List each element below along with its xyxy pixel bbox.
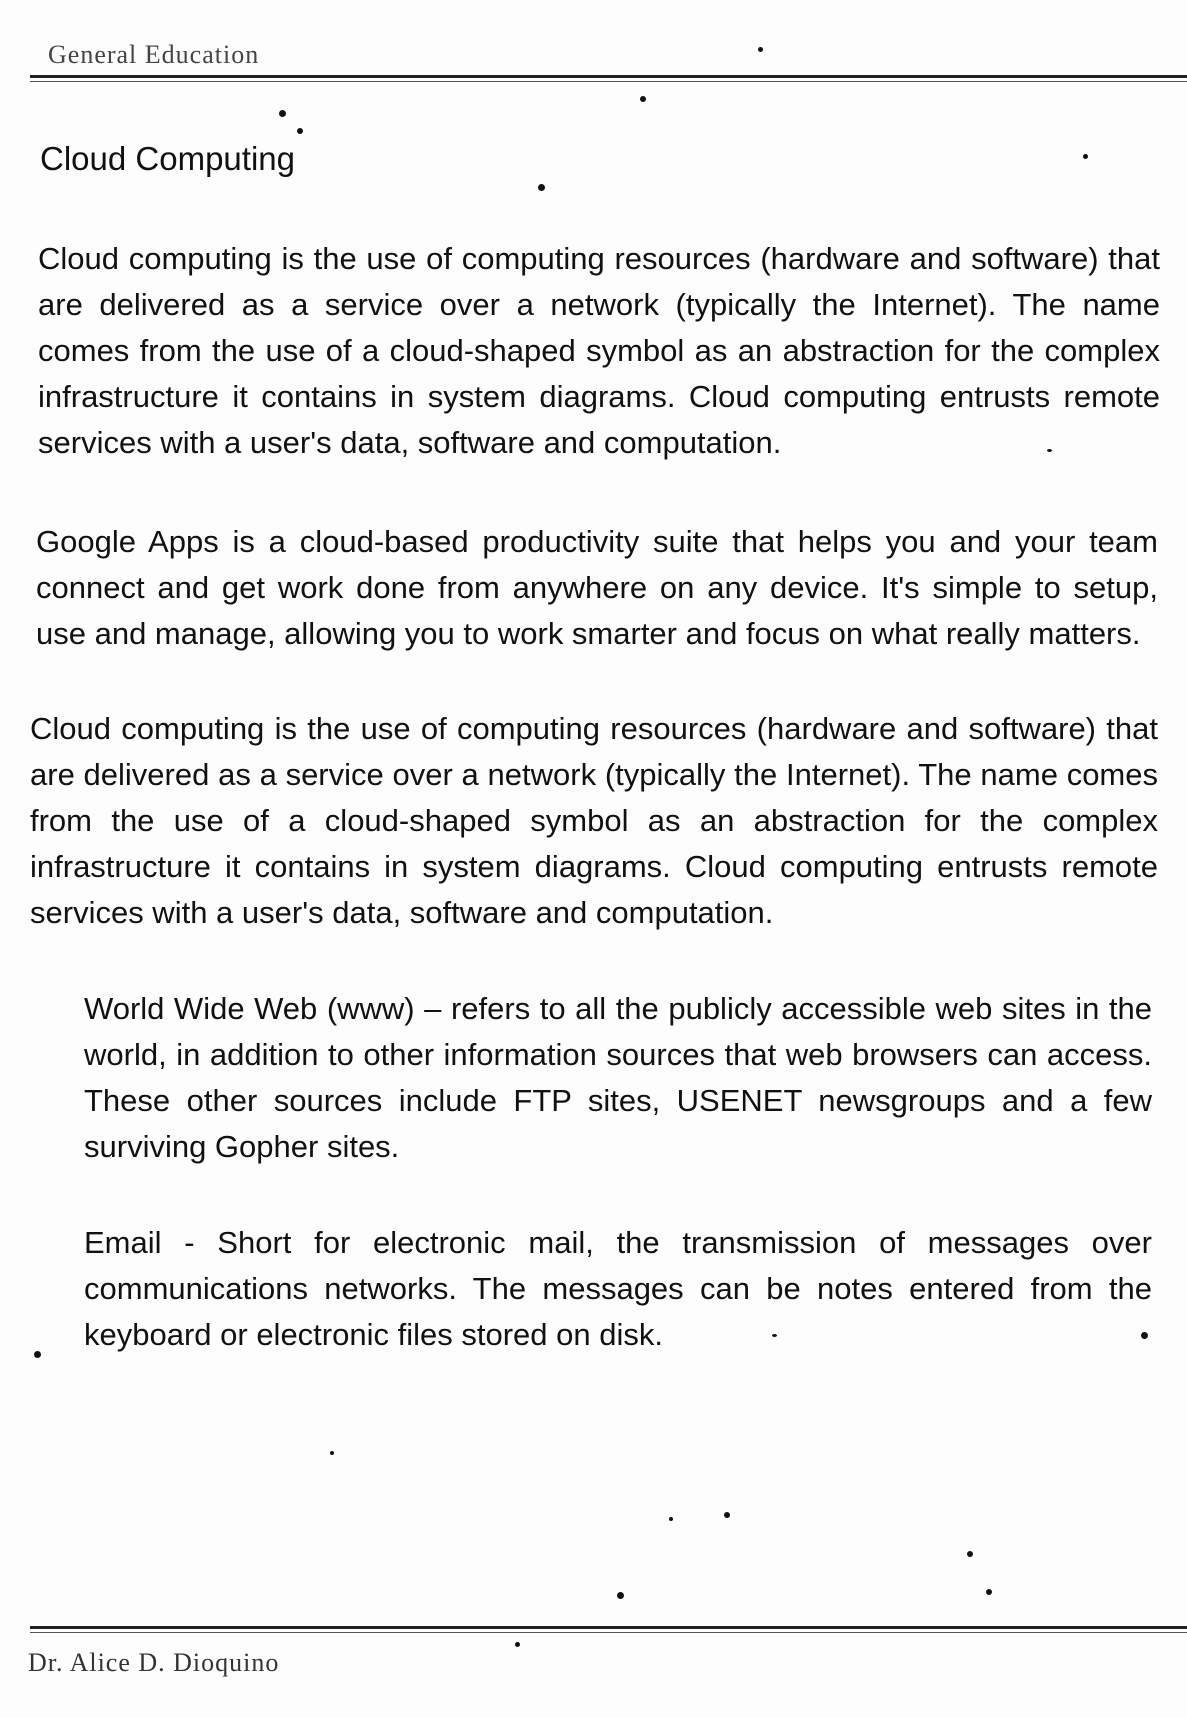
paragraph-google-apps: Google Apps is a cloud-based productivity suite that helps you and your team connect and get work done from anywhere on any device. It's simple to setup, use and manage, allowing you to work smarter and focus on what really matters. — [36, 524, 1158, 651]
footer-rule — [30, 1626, 1187, 1629]
scan-speck — [967, 1551, 973, 1557]
scan-speck — [669, 1517, 673, 1521]
scan-speck — [1047, 449, 1052, 452]
paragraph-world-wide-web: World Wide Web (www) – refers to all the publicly accessible web sites in the world, in addition to other information sources that web browsers can access. These other sources include FTP sites, USENET newsgroups and a few surviving Gopher sites. — [84, 991, 1152, 1164]
scan-speck — [538, 184, 545, 191]
scan-speck — [515, 1642, 520, 1647]
footer-rule-thin — [30, 1632, 1187, 1633]
page-title: Cloud Computing — [40, 140, 295, 177]
scan-speck — [758, 47, 763, 52]
scan-speck — [297, 128, 303, 134]
scan-speck — [34, 1351, 41, 1358]
header-course-name: General Education — [48, 40, 260, 69]
paragraph-cloud-computing-1: Cloud computing is the use of computing resources (hardware and software) that are delivered as a service over a network (typically the Internet). The name comes from the use of a cloud-shaped symbol as an abstraction for the complex infrastructure it contains in system diagrams. Cloud computing entrusts remote services with a user's data, software and computation. — [38, 241, 1160, 460]
scan-speck — [617, 1592, 624, 1599]
scan-speck — [1083, 154, 1088, 159]
header-rule — [30, 75, 1187, 78]
footer-author: Dr. Alice D. Dioquino — [28, 1648, 280, 1677]
scan-speck — [640, 96, 646, 102]
header-rule-thin — [30, 81, 1187, 82]
scan-speck — [724, 1512, 730, 1518]
paragraph-email: Email - Short for electronic mail, the transmission of messages over communications networks. The messages can be notes entered from the keyboard or electronic files stored on disk. — [84, 1225, 1152, 1352]
scan-speck — [279, 110, 286, 117]
paragraph-cloud-computing-2: Cloud computing is the use of computing resources (hardware and software) that are delivered as a service over a network (typically the Internet). The name comes from the use of a cloud-shaped symbol as an abstraction for the complex infrastructure it contains in system diagrams. Cloud computing entrusts remote services with a user's data, software and computation. — [30, 711, 1158, 930]
scan-speck — [1141, 1332, 1148, 1339]
scan-speck — [986, 1589, 992, 1595]
scan-speck — [330, 1451, 334, 1455]
scan-speck — [772, 1334, 777, 1337]
